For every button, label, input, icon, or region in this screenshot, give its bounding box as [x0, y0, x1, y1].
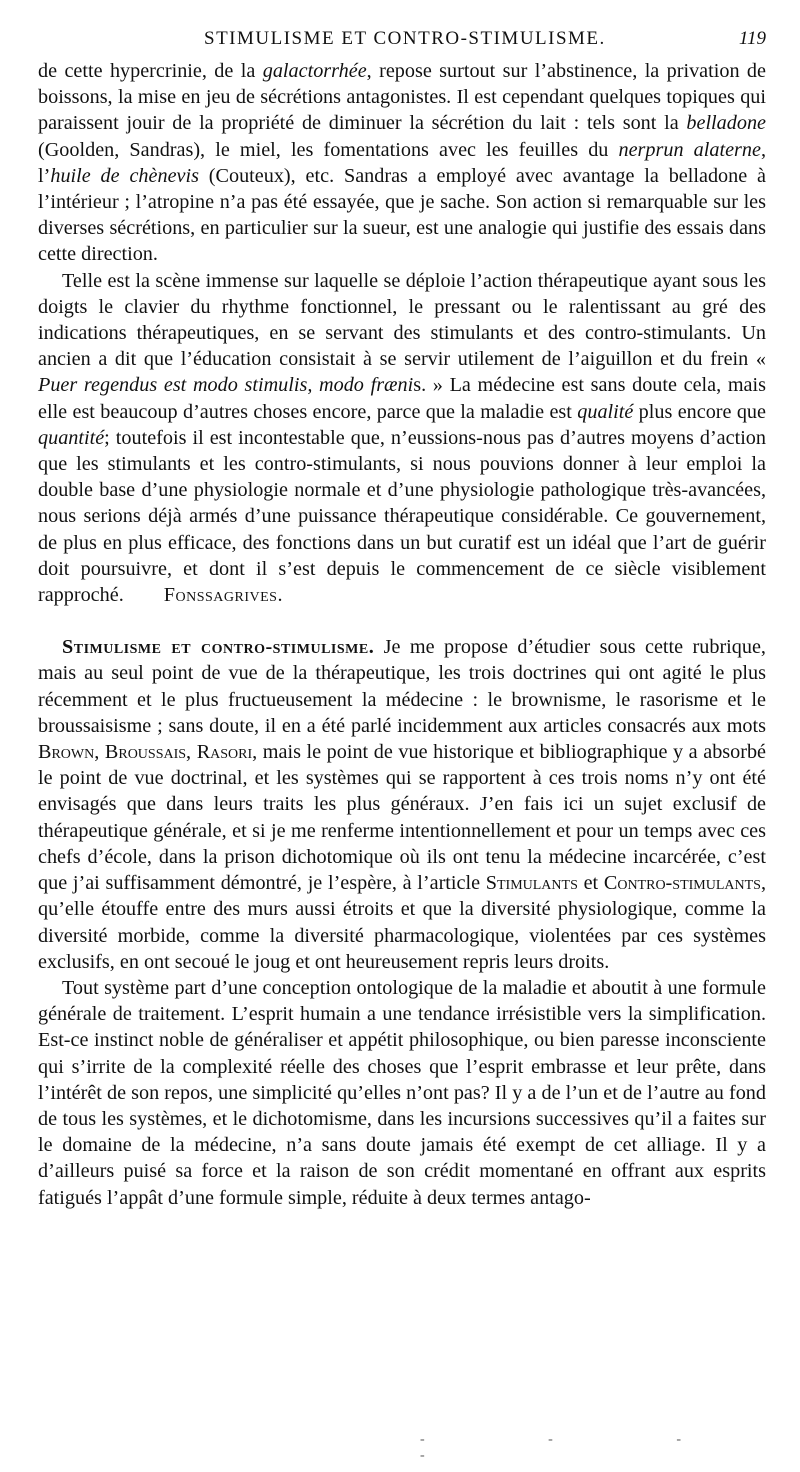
italic-term: nerprun alaterne [618, 138, 761, 161]
text-run: , mais le point de vue historique et bibliographique y a absorbé le point de vue doctrinal, et les systèmes qui se rapportent à ces trois noms n’y ont été envisagés que dans leurs traits les plus généraux. J’en fais ici un sujet exclusif de thérapeutique générale, et si je me renferme intentionnellement et pour un temps avec ces chefs d’école, dans la prison dichotomique où ils ont tenu la médecine incarcérée, c’est que j’ai suffisamment démontré, je l’espère, à l’article [38, 741, 767, 895]
text-run: plus encore que [633, 400, 766, 423]
italic-term: huile de chènevis [50, 164, 199, 187]
paragraph [38, 58, 766, 268]
paragraph [38, 268, 766, 609]
article-heading: Stimulisme et contro-stimulisme. [62, 636, 375, 659]
running-header [38, 28, 766, 58]
text-run: et [577, 872, 604, 895]
italic-term: qualité [577, 400, 634, 423]
page-edge-marks: - - - - [420, 1432, 741, 1463]
cross-reference: Stimulants [485, 872, 578, 895]
cross-reference: Contro-stimulants [603, 872, 761, 895]
cross-reference: Brown [38, 741, 95, 764]
book-page [38, 28, 766, 1211]
italic-term: galactorrhée [262, 60, 367, 82]
cross-reference: Broussais [104, 741, 187, 764]
running-title: STIMULISME ET CONTRO-STIMULISME. [204, 28, 606, 49]
text-run: , [186, 741, 197, 764]
text-run: s. » La médecine est sans doute cela, mais elle est beaucoup d’autres choses encore, parce que la maladie est [38, 374, 766, 423]
text-run: , qu’elle étouffe entre des murs aussi étroits et que la diversité physiologique, comme la diversité morbide, comme la diversité pharmacologique, violentées par ces systèmes exclusifs, en ont secoué le joug et ont heureusement repris leurs droits. [38, 872, 766, 973]
text-run: , repose surtout sur l’abstinence, la privation de boissons, la mise en jeu de sécrétions antagonistes. Il est cependant quelques topiques qui paraissent jouir de la propriété de diminuer la sécrétion du lait : tels sont la [38, 60, 766, 135]
paragraph [38, 634, 766, 975]
text-run: Telle est la scène immense sur laquelle se déploie l’action thérapeutique ayant sous les doigts le clavier du rhythme fonctionnel, le pressant ou le ralentissant au gré des indications thérapeutiques, en se servant des stimulants et des contro-stimulants. Un ancien a dit que l’éducation consistait à se servir utilement de l’aiguillon et du frein « [38, 269, 766, 371]
text-run: , [94, 741, 105, 764]
article-text [38, 58, 766, 1211]
text-run: de cette hypercrinie, de la [38, 60, 263, 82]
text-run: (Couteux), etc. Sandras a employé avec avantage la belladone à l’intérieur ; l’atropine n’a pas été essayée, que je sache. Son action si remarquable sur les diverses sécrétions, en particulier sur la sueur, est une analogie qui justifie des essais dans cette direction. [38, 164, 766, 266]
text-run: , l’ [38, 138, 766, 187]
italic-term: quantité [38, 426, 105, 449]
text-run: Je me propose d’étudier sous cette rubrique, mais au seul point de vue de la thérapeutique, les trois doctrines qui ont agité le plus récemment et le plus fructueusement la médecine : le brownisme, le rasorisme et le broussaisisme ; sans doute, il en a été parlé incidemment aux articles consacrés aux mots [38, 636, 766, 737]
italic-term: belladone [686, 112, 766, 135]
italic-term: Puer regendus est modo stimulis, modo fræni [38, 374, 414, 397]
text-run: Tout système part d’une conception ontologique de la maladie et aboutit à une formule générale de traitement. L’esprit humain a une tendance irrésistible vers la simplification. Est-ce instinct noble de généraliser et appétit philosophique, ou bien paresse inconsciente qui s’irrite de la complexité réelle des choses que l’esprit embrasse et leur prête, dans l’intérêt de son repos, une simplicité qu’elles n’ont pas? Il y a de l’un et de l’autre au fond de tous les systèmes, et le dichotomisme, dans les incursions successives qu’il a faites sur le domaine de la médecine, n’a sans doute jamais été exempt de cet alliage. Il y a d’ailleurs puisé sa force et la raison de son crédit momentané en offrant aux esprits fatigués l’appât d’une formule simple, réduite à deux termes antago- [38, 976, 766, 1209]
section-gap [38, 608, 766, 634]
page-number: 119 [738, 28, 766, 49]
author-signature: Fonssagrives. [163, 584, 283, 607]
text-run: (Goolden, Sandras), le miel, les fomentations avec les feuilles du [38, 138, 619, 161]
text-run: ; toutefois il est incontestable que, n’eussions-nous pas d’autres moyens d’action que les stimulants et les contro-stimulants, si nous pouvions donner à leur emploi la double base d’une physiologie normale et d’une physiologie pathologique très-avancées, nous serions déjà armés d’une puissance thérapeutique considérable. Ce gouvernement, de plus en plus efficace, des fonctions dans un but curatif est un idéal que l’art de guérir doit poursuivre, et dont il s’est depuis le commencement de ce siècle visiblement rapproché. [38, 426, 766, 607]
paragraph [38, 975, 766, 1211]
cross-reference: Rasori [196, 741, 253, 764]
